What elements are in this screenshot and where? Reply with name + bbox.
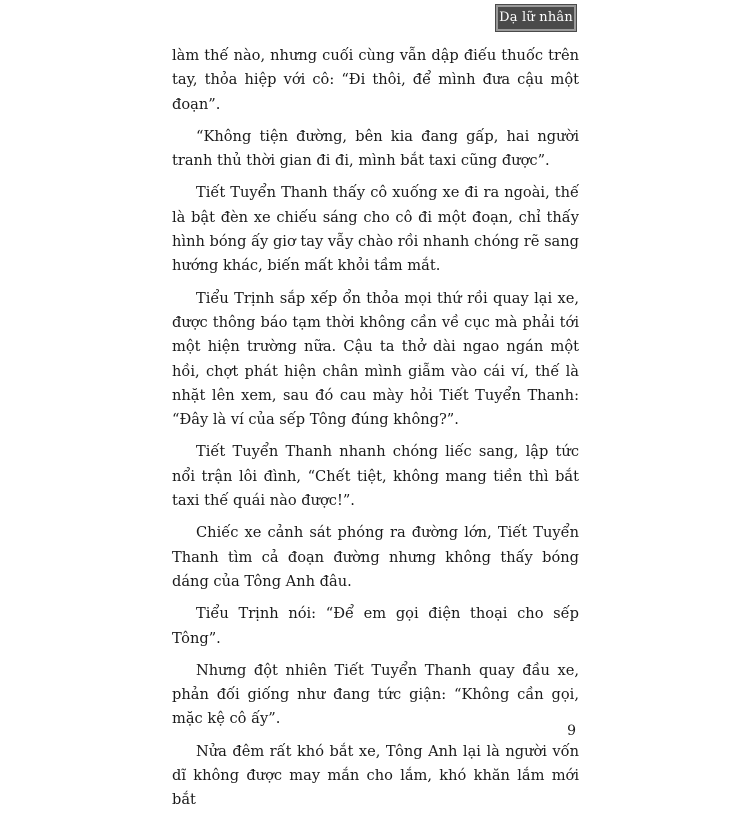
paragraph: Tiểu Trịnh nói: “Để em gọi điện thoại cho sếp Tông”. (172, 605, 579, 647)
paragraph: Nửa đêm rất khó bắt xe, Tông Anh lại là người vốn dĩ không được may mắn cho lắm, khó khăn lắm mới bắt (172, 742, 579, 809)
page-number: 9 (567, 723, 576, 739)
body-text (172, 44, 579, 821)
paragraph: Nhưng đột nhiên Tiết Tuyển Thanh quay đầu xe, phản đối giống như đang tức giận: “Không cần gọi, mặc kệ cô ấy”. (172, 661, 579, 728)
paragraph: Tiểu Trịnh sắp xếp ổn thỏa mọi thứ rồi quay lại xe, được thông báo tạm thời không cần về cục mà phải tới một hiện trường nữa. Cậu ta thở dài ngao ngán một hồi, chợt phát hiện chân mình giẫm vào cái ví, thế là nhặt lên xem, sau đó cau mày hỏi Tiết Tuyển Thanh: “Đây là ví của sếp Tông đúng không?”. (172, 289, 579, 429)
paragraph: “Không tiện đường, bên kia đang gấp, hai người tranh thủ thời gian đi đi, mình bắt taxi cũng được”. (172, 127, 579, 170)
paragraph: Tiết Tuyển Thanh thấy cô xuống xe đi ra ngoài, thế là bật đèn xe chiếu sáng cho cô đi một đoạn, chỉ thấy hình bóng ấy giơ tay vẫy chào rồi nhanh chóng rẽ sang hướng khác, biến mất khỏi tầm mắt. (172, 184, 579, 275)
paragraph: làm thế nào, nhưng cuối cùng vẫn dập điếu thuốc trên tay, thỏa hiệp với cô: “Đi thôi, để mình đưa cậu một đoạn”. (172, 47, 579, 113)
paragraph: Chiếc xe cảnh sát phóng ra đường lớn, Tiết Tuyển Thanh tìm cả đoạn đường nhưng không thấy bóng dáng của Tông Anh đâu. (172, 524, 579, 590)
book-title-badge: Dạ lữ nhân (496, 5, 576, 31)
paragraph: Tiết Tuyển Thanh nhanh chóng liếc sang, lập tức nổi trận lôi đình, “Chết tiệt, không mang tiền thì bắt taxi thế quái nào được!”. (172, 443, 579, 510)
